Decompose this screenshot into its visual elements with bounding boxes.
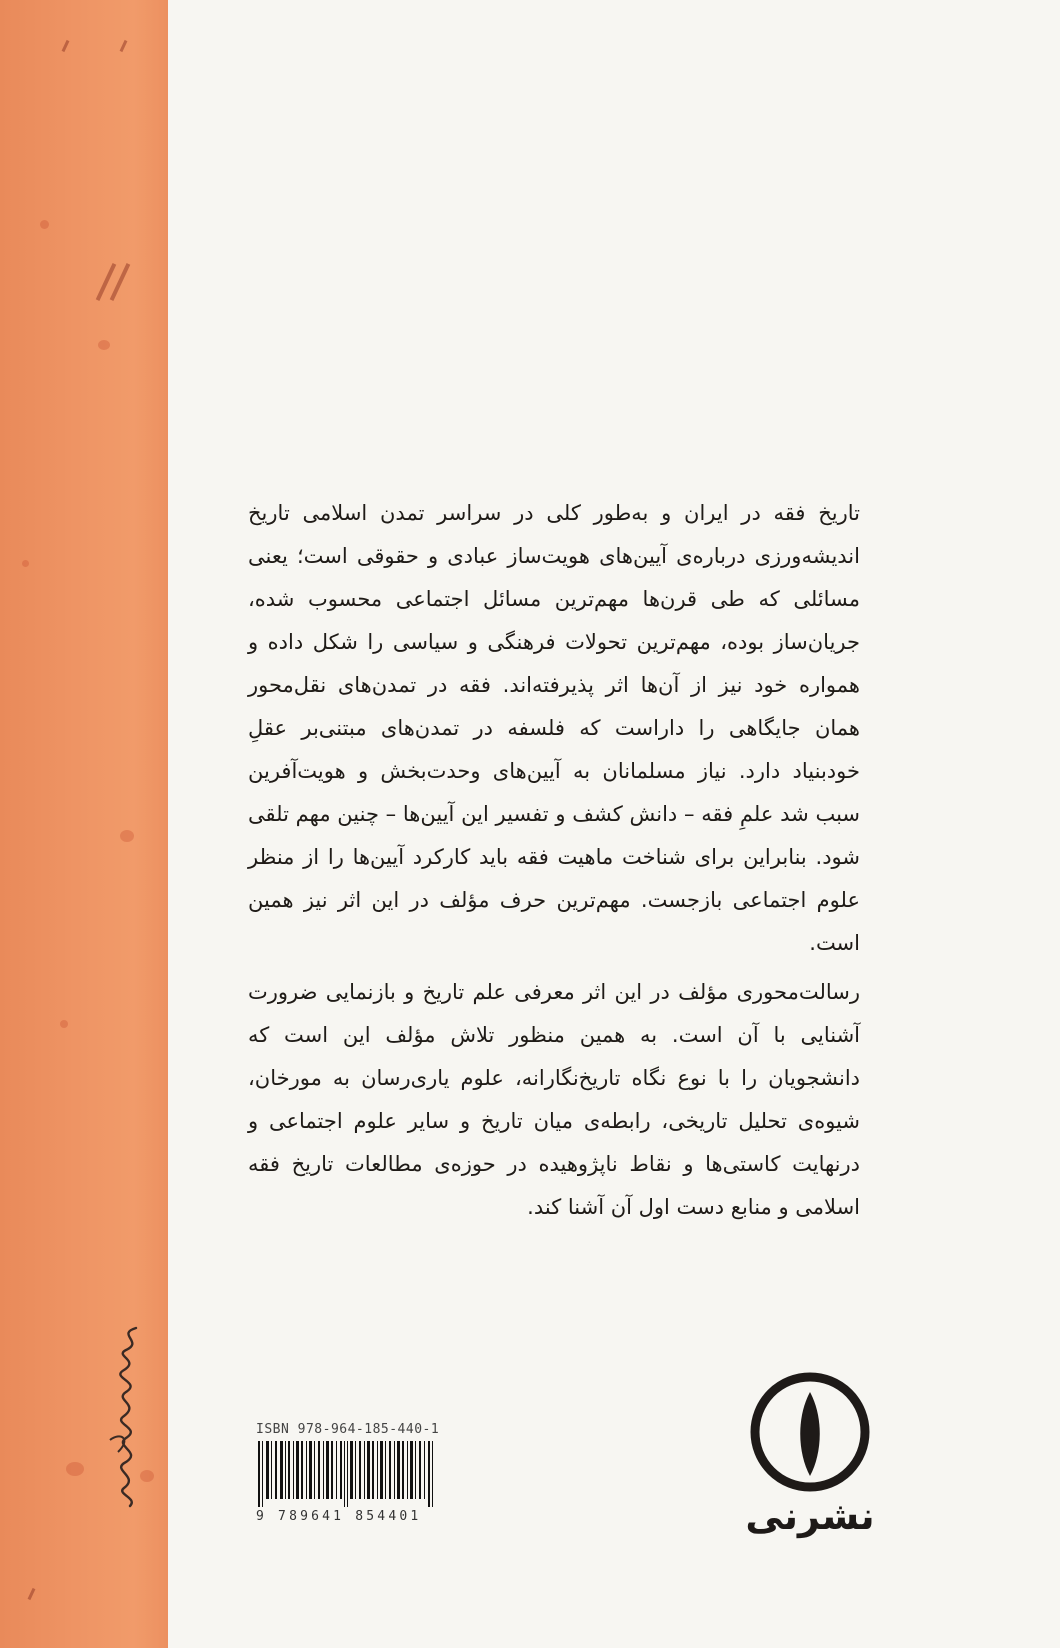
barcode-icon — [256, 1441, 438, 1507]
signature-icon — [96, 1320, 156, 1510]
spine-mark — [62, 40, 70, 52]
blurb-paragraph-1: تاریخ فقه در ایران و به‌طور کلی در سراسر تمدن اسلامی تاریخ اندیشه‌ورزی درباره‌ی آیین‌های هویت‌ساز عبادی و حقوقی است؛ یعنی مسائلی که طی قرن‌ها مهم‌ترین مسائل اجتماعی محسوب شده، جریان‌ساز بوده، مهم‌ترین تحولات فرهنگی و سیاسی را شکل داده و همواره خود نیز از آن‌ها اثر پذیرفته‌اند. فقه در تمدن‌های نقل‌محور همان جایگاهی را داراست که فلسفه در تمدن‌های مبتنی‌بر عقلِ خودبنیاد دارد. نیاز مسلمانان به آیین‌های وحدت‌بخش و هویت‌آفرین سبب شد علمِ فقه – دانش کشف و تفسیر این آیین‌ها – چنین مهم تلقی شود. بنابراین برای شناخت ماهیت فقه باید کارکرد آیین‌ها را از منظر علوم اجتماعی بازجست. مهم‌ترین حرف مؤلف در این اثر نیز همین است. — [248, 501, 860, 955]
spine-stain — [120, 830, 134, 842]
spine-stain — [60, 1020, 68, 1028]
spine-stain — [40, 220, 49, 229]
book-spine — [0, 0, 168, 1648]
blurb-paragraph-2: رسالت‌محوری مؤلف در این اثر معرفی علم تاریخ و بازنمایی ضرورت آشنایی با آن است. به همین منظور تلاش مؤلف این است که دانشجویان را با نوع نگاه تاریخ‌نگارانه، علوم یاری‌رسان به مورخان، شیوه‌ی تحلیل تاریخی، رابطه‌ی میان تاریخ و سایر علوم اجتماعی و درنهایت کاستی‌ها و نقاط ناپژوهیده در حوزه‌ی مطالعات تاریخ فقه اسلامی و منابع دست اول آن آشنا کند. — [248, 980, 860, 1219]
isbn-label: ISBN 978-964-185-440-1 — [256, 1422, 440, 1437]
publisher-logo — [740, 1370, 880, 1570]
blurb-text — [248, 492, 860, 1229]
spine-stain — [98, 340, 110, 350]
publisher-name: نشرنی — [745, 1494, 875, 1538]
spine-mark — [120, 40, 128, 52]
spine-stain — [22, 560, 29, 567]
spine-stain — [66, 1462, 84, 1476]
isbn-barcode — [256, 1422, 446, 1524]
reed-leaf-icon — [748, 1370, 872, 1494]
spine-mark — [28, 1588, 36, 1600]
barcode-digits: 9 789641 854401 — [256, 1509, 422, 1524]
